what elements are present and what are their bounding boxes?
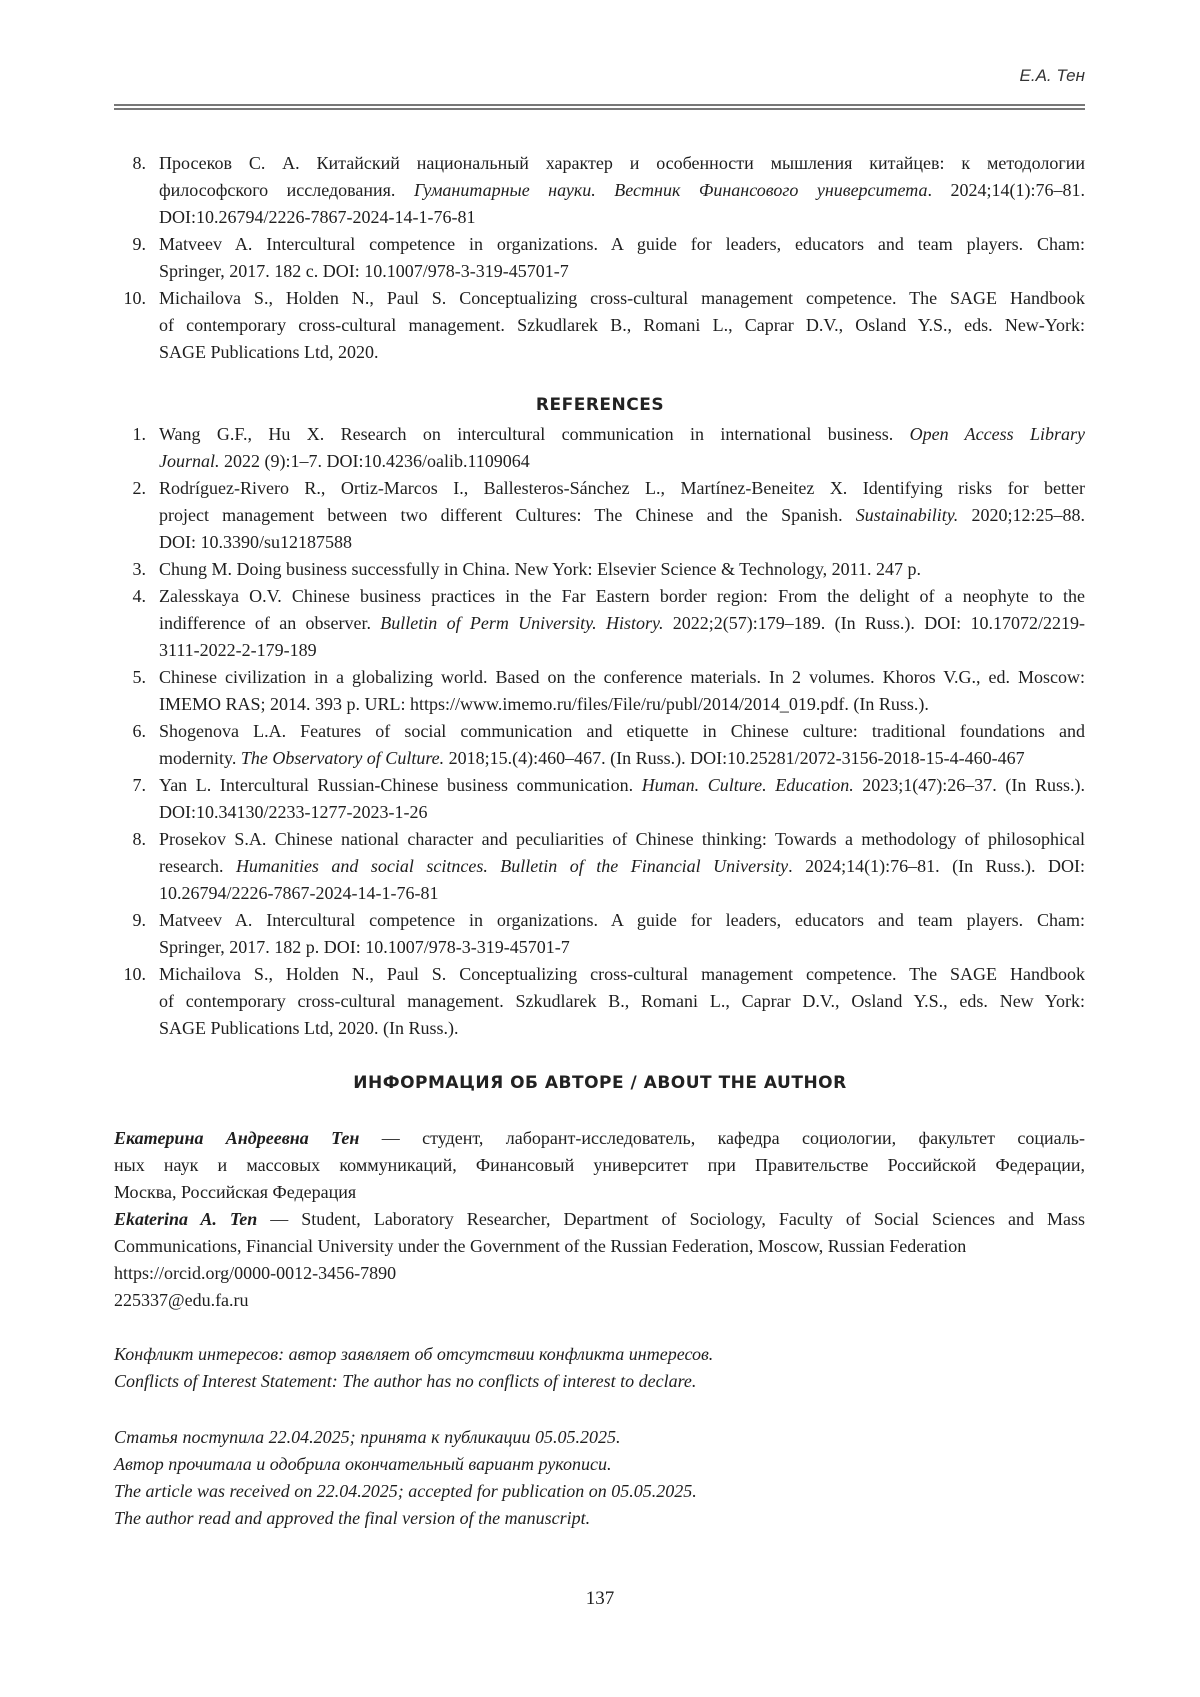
emphasized-text: The author read and approved the final version of the manuscript. (114, 1508, 590, 1528)
text-segment: Springer, 2017. 182 с. DOI: 10.1007/978-3-319-45701-7 (159, 261, 569, 281)
text-line (114, 1152, 1085, 1179)
text-segment: DOI:10.26794/2226-7867-2024-14-1-76-81 (159, 207, 475, 227)
text-segment: Zalesskaya O.V. Chinese business practices in the Far Eastern border region: From the delight of a neophyte to the (159, 586, 1085, 606)
reference-number: 10. (114, 961, 146, 988)
text-segment: IMEMO RAS; 2014. 393 p. URL: https://www.imemo.ru/files/File/ru/publ/2014/2014_019.pdf. (In Russ.). (159, 694, 929, 714)
text-line (159, 853, 1085, 880)
emphasized-text: The Observatory of Culture. (241, 748, 444, 768)
text-line (159, 150, 1085, 177)
reference-item (114, 826, 1085, 907)
reference-item (114, 231, 1085, 285)
text-segment: 10.26794/2226-7867-2024-14-1-76-81 (159, 883, 438, 903)
text-line (114, 1341, 1085, 1368)
text-line (159, 718, 1085, 745)
emphasized-text: The article was received on 22.04.2025; accepted for publication on 05.05.2025. (114, 1481, 697, 1501)
emphasized-text: Екатерина Андреевна Тен (114, 1128, 359, 1148)
text-line (114, 1424, 1085, 1451)
text-line (159, 502, 1085, 529)
text-line (159, 339, 1085, 366)
emphasized-text: Humanities and social scitnces. Bulletin of the Financial University (236, 856, 788, 876)
text-line (159, 907, 1085, 934)
text-segment: modernity. (159, 748, 241, 768)
text-line (159, 637, 1085, 664)
text-line (159, 988, 1085, 1015)
text-line (159, 745, 1085, 772)
text-segment: 2023;1(47):26–37. (In Russ.). (854, 775, 1085, 795)
text-segment: 3111-2022-2-179-189 (159, 640, 317, 660)
text-line (159, 934, 1085, 961)
text-line (159, 177, 1085, 204)
conflicts-of-interest (114, 1341, 1085, 1395)
reference-item (114, 285, 1085, 366)
reference-number: 9. (114, 231, 146, 258)
text-segment: Michailova S., Holden N., Paul S. Conceptualizing cross-cultural management competence. The SAGE Handbook (159, 964, 1085, 984)
text-line (159, 285, 1085, 312)
text-segment: . 2024;14(1):76–81. (928, 180, 1086, 200)
text-segment: Springer, 2017. 182 p. DOI: 10.1007/978-3-319-45701-7 (159, 937, 570, 957)
text-segment: SAGE Publications Ltd, 2020. (In Russ.). (159, 1018, 459, 1038)
text-line (159, 799, 1085, 826)
text-segment: Matveev A. Intercultural competence in organizations. A guide for leaders, educators and team players. Cham: (159, 910, 1085, 930)
text-segment: 2022;2(57):179–189. (In Russ.). DOI: 10.17072/2219- (663, 613, 1085, 633)
text-segment: Shogenova L.A. Features of social communication and etiquette in Chinese culture: traditional foundations and (159, 721, 1085, 741)
text-segment: of contemporary cross-cultural management. Szkudlarek B., Romani L., Caprar D.V., Osland Y.S., eds. New-York: (159, 315, 1085, 335)
text-line (159, 231, 1085, 258)
text-line (159, 772, 1085, 799)
reference-number: 1. (114, 421, 146, 448)
text-line (159, 1015, 1085, 1042)
text-segment: Chung M. Doing business successfully in China. New York: Elsevier Science & Technology, 2011. 247 p. (159, 559, 921, 579)
reference-number: 9. (114, 907, 146, 934)
reference-item (114, 421, 1085, 475)
reference-number: 2. (114, 475, 146, 502)
text-segment: Michailova S., Holden N., Paul S. Conceptualizing cross-cultural management competence. The SAGE Handbook (159, 288, 1085, 308)
text-line (159, 312, 1085, 339)
reference-item (114, 961, 1085, 1042)
reference-number: 8. (114, 150, 146, 177)
emphasized-text: Sustainability. (856, 505, 959, 525)
text-line (114, 1368, 1085, 1395)
running-title: Е.А. Тен (1020, 66, 1085, 86)
reference-number: 4. (114, 583, 146, 610)
text-line (114, 1125, 1085, 1152)
text-segment: DOI:10.34130/2233-1277-2023-1-26 (159, 802, 427, 822)
author-info (114, 1125, 1085, 1314)
text-segment: 2020;12:25–88. (958, 505, 1085, 525)
reference-item (114, 583, 1085, 664)
article-history (114, 1424, 1085, 1532)
reference-item (114, 150, 1085, 231)
text-line (114, 1179, 1085, 1206)
text-segment: Москва, Российская Федерация (114, 1182, 356, 1202)
reference-number: 5. (114, 664, 146, 691)
reference-item (114, 475, 1085, 556)
text-line (114, 1505, 1085, 1532)
text-line (114, 1478, 1085, 1505)
text-segment: Prosekov S.A. Chinese national character and peculiarities of Chinese thinking: Towards a methodology of philosophical (159, 829, 1085, 849)
text-segment: Matveev A. Intercultural competence in organizations. A guide for leaders, educators and team players. Cham: (159, 234, 1085, 254)
text-line (159, 448, 1085, 475)
emphasized-text: Bulletin of Perm University. History. (380, 613, 663, 633)
text-line (114, 1260, 1085, 1287)
text-line (159, 961, 1085, 988)
reference-number: 10. (114, 285, 146, 312)
text-segment: project management between two different Cultures: The Chinese and the Spanish. (159, 505, 856, 525)
text-line (114, 1206, 1085, 1233)
text-line (114, 1287, 1085, 1314)
reference-number: 3. (114, 556, 146, 583)
text-line (159, 610, 1085, 637)
text-segment: Wang G.F., Hu X. Research on intercultural communication in international business. (159, 424, 910, 444)
references-heading: REFERENCES (0, 395, 1200, 415)
emphasized-text: Conflicts of Interest Statement: The author has no conflicts of interest to declare. (114, 1371, 696, 1391)
emphasized-text: Open Access Library (910, 424, 1085, 444)
text-line (159, 258, 1085, 285)
emphasized-text: Ekaterina A. Ten (114, 1209, 257, 1229)
reference-number: 6. (114, 718, 146, 745)
text-segment[interactable]: 225337@edu.fa.ru (114, 1290, 249, 1310)
text-segment: DOI: 10.3390/su12187588 (159, 532, 352, 552)
reference-item (114, 664, 1085, 718)
text-segment: SAGE Publications Ltd, 2020. (159, 342, 379, 362)
page-number: 137 (0, 1588, 1200, 1610)
emphasized-text: Гуманитарные науки. Вестник Финансового университета (414, 180, 928, 200)
emphasized-text: Human. Culture. Education. (642, 775, 854, 795)
text-line (159, 475, 1085, 502)
emphasized-text: Автор прочитала и одобрила окончательный вариант рукописи. (114, 1454, 612, 1474)
emphasized-text: Конфликт интересов: автор заявляет об отсутствии конфликта интересов. (114, 1344, 713, 1364)
text-line (114, 1233, 1085, 1260)
text-segment[interactable]: https://orcid.org/0000-0012-3456-7890 (114, 1263, 396, 1283)
text-line (159, 556, 1085, 583)
text-line (114, 1451, 1085, 1478)
text-segment: Communications, Financial University under the Government of the Russian Federation, Moscow, Russian Federation (114, 1236, 966, 1256)
reference-item (114, 718, 1085, 772)
text-segment: research. (159, 856, 236, 876)
text-line (159, 664, 1085, 691)
russian-reference-list-continued (114, 150, 1085, 366)
reference-item (114, 772, 1085, 826)
about-author-heading: ИНФОРМАЦИЯ ОБ АВТОРЕ / ABOUT THE AUTHOR (0, 1073, 1200, 1093)
text-line (159, 204, 1085, 231)
reference-item (114, 556, 1085, 583)
text-segment: of contemporary cross-cultural management. Szkudlarek B., Romani L., Caprar D.V., Osland Y.S., eds. New York: (159, 991, 1085, 1011)
text-line (159, 880, 1085, 907)
emphasized-text: Статья поступила 22.04.2025; принята к публикации 05.05.2025. (114, 1427, 620, 1447)
reference-item (114, 907, 1085, 961)
text-segment: ных наук и массовых коммуникаций, Финансовый университет при Правительстве Российской Федерации, (114, 1155, 1085, 1175)
text-segment: философского исследования. (159, 180, 414, 200)
text-segment: — студент, лаборант-исследователь, кафедра социологии, факультет социаль- (359, 1128, 1085, 1148)
header-double-rule (114, 104, 1085, 110)
text-segment: indifference of an observer. (159, 613, 380, 633)
text-line (159, 583, 1085, 610)
text-line (159, 691, 1085, 718)
text-line (159, 826, 1085, 853)
text-segment: 2018;15.(4):460–467. (In Russ.). DOI:10.25281/2072-3156-2018-15-4-460-467 (444, 748, 1024, 768)
text-segment: . 2024;14(1):76–81. (In Russ.). DOI: (788, 856, 1085, 876)
emphasized-text: Journal. (159, 451, 220, 471)
text-segment: — Student, Laboratory Researcher, Department of Sociology, Faculty of Social Sciences and Mass (257, 1209, 1085, 1229)
text-segment: Rodríguez-Rivero R., Ortiz-Marcos I., Ballesteros-Sánchez L., Martínez-Beneitez X. Identifying risks for better (159, 478, 1085, 498)
text-segment: Chinese civilization in a globalizing world. Based on the conference materials. In 2 volumes. Khoros V.G., ed. Moscow: (159, 667, 1085, 687)
reference-number: 7. (114, 772, 146, 799)
text-segment: Yan L. Intercultural Russian-Chinese business communication. (159, 775, 642, 795)
text-line (159, 421, 1085, 448)
references-list (114, 421, 1085, 1042)
text-segment: Просеков С. А. Китайский национальный характер и особенности мышления китайцев: к методологии (159, 153, 1085, 173)
text-segment: 2022 (9):1–7. DOI:10.4236/oalib.1109064 (220, 451, 530, 471)
reference-number: 8. (114, 826, 146, 853)
text-line (159, 529, 1085, 556)
